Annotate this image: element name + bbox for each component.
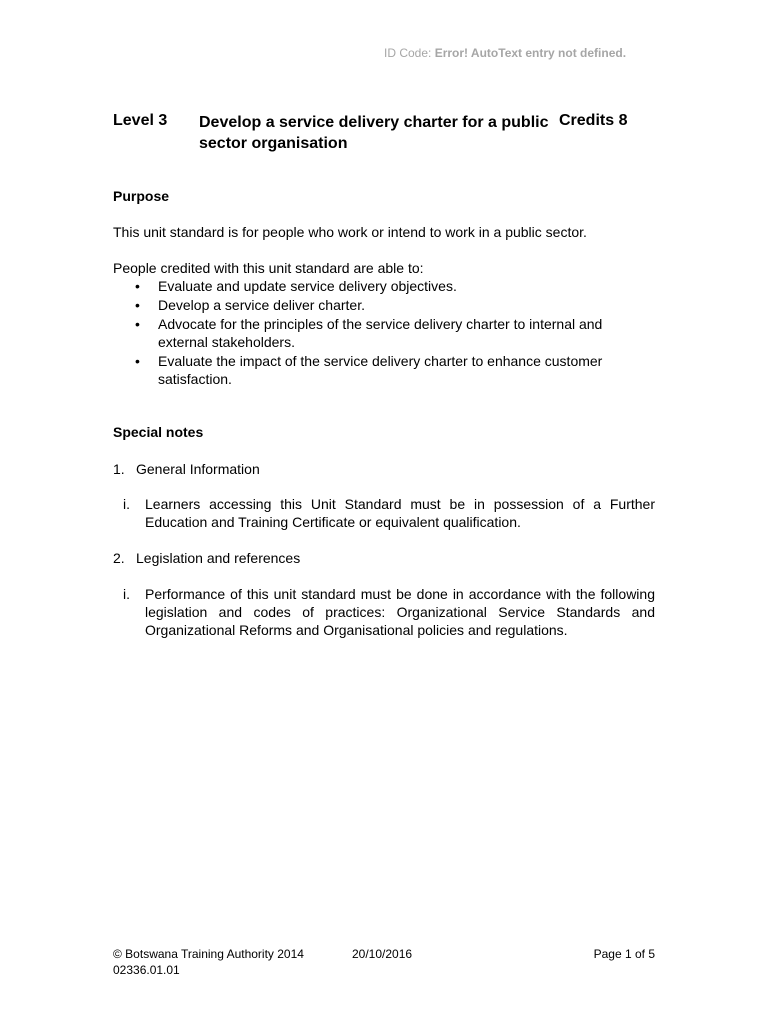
list-item-text: Evaluate the impact of the service delivery charter to enhance customer satisfaction. — [158, 353, 603, 387]
note-title: General Information — [136, 461, 260, 477]
subitem-text: Performance of this unit standard must be done in accordance with the following legislation and codes of practices: Organizational Service Standards and Organizational Reforms and Organisational policies and regulations. — [145, 586, 655, 638]
id-code-value: Error! AutoText entry not defined. — [434, 46, 627, 60]
special-notes-heading: Special notes — [113, 424, 204, 440]
note-subitem — [113, 585, 655, 639]
unit-title: Develop a service delivery charter for a public sector organisation — [199, 114, 549, 152]
list-item-text: Advocate for the principles of the service delivery charter to internal and external stakeholders. — [158, 316, 603, 350]
purpose-intro: This unit standard is for people who work or intend to work in a public sector. — [113, 224, 587, 240]
subitem-number: i. — [123, 586, 130, 602]
list-item-text: Develop a service deliver charter. — [158, 297, 365, 313]
bullet-glyph: • — [135, 353, 140, 369]
note-subitem — [113, 495, 655, 531]
footer-document-code: 02336.01.01 — [113, 963, 180, 977]
list-item — [113, 277, 653, 295]
list-item-text: Evaluate and update service delivery objectives. — [158, 278, 457, 294]
outcomes-list — [113, 277, 653, 389]
level-label: Level 3 — [113, 112, 168, 129]
note-number: 1. — [113, 461, 125, 477]
note-number: 2. — [113, 550, 125, 566]
footer-page-number: Page 1 of 5 — [593, 947, 655, 961]
bullet-glyph: • — [135, 316, 140, 332]
list-item — [113, 315, 653, 351]
note-title: Legislation and references — [136, 550, 301, 566]
id-code-label: ID Code: — [384, 46, 432, 60]
list-item — [113, 352, 653, 388]
id-code-line — [384, 46, 638, 60]
footer-date: 20/10/2016 — [352, 947, 413, 961]
purpose-heading: Purpose — [113, 188, 170, 204]
bullet-glyph: • — [135, 297, 140, 313]
purpose-lead: People credited with this unit standard are able to: — [113, 260, 424, 276]
bullet-glyph: • — [135, 278, 140, 294]
credits-label: Credits 8 — [559, 112, 628, 129]
footer-copyright: © Botswana Training Authority 2014 — [113, 947, 304, 961]
subitem-number: i. — [123, 496, 130, 512]
list-item — [113, 296, 653, 314]
subitem-text: Learners accessing this Unit Standard must be in possession of a Further Education and Training Certificate or equivalent qualification. — [145, 496, 655, 530]
